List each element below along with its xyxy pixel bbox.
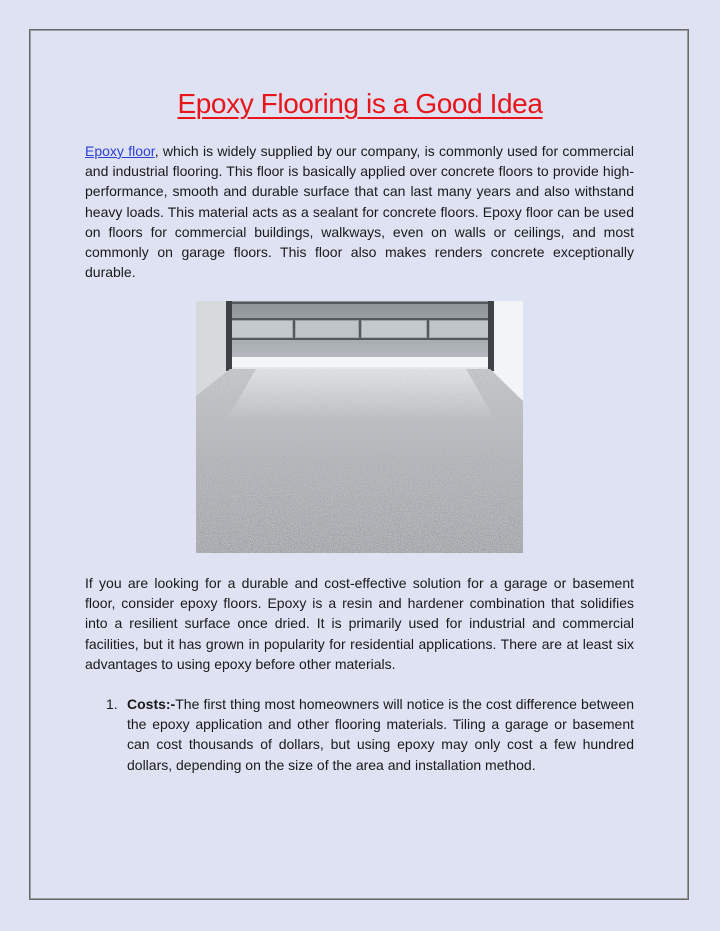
list-item — [106, 694, 634, 775]
intro-text: , which is widely supplied by our company, is commonly used for commercial and industrial flooring. This floor is basically applied over concrete floors to provide high-performance, smooth and durable surface that can last many years and also withstand heavy loads. This material acts as a sealant for concrete floors. Epoxy floor can be used on floors for commercial buildings, walkways, even on walls or ceilings, and most commonly on garage floors. This floor also makes renders concrete exceptionally durable. — [85, 143, 635, 281]
advantages-list — [106, 694, 634, 775]
page-title: Epoxy Flooring is a Good Idea — [177, 88, 543, 119]
epoxy-floor-link[interactable]: Epoxy floor — [85, 143, 155, 159]
intro-paragraph — [85, 141, 634, 282]
list-item-text: The first thing most homeowners will notice is the cost difference between the epoxy application and other flooring materials. Tiling a garage or basement can cost thousands of dollars, but using epoxy may only cost a few hundred dollars, depending on the size of the area and installation method. — [127, 696, 634, 773]
benefits-paragraph: If you are looking for a durable and cost-effective solution for a garage or basement floor, consider epoxy floors. Epoxy is a resin and hardener combination that solidifies into a resilient surface once dried. It is primarily used for industrial and commercial facilities, but it has grown in popularity for residential applications. There are at least six advantages to using epoxy before other materials. — [85, 575, 634, 672]
list-item-heading: Costs:- — [127, 696, 176, 712]
list-item-number: 1. — [106, 696, 118, 712]
garage-floor-photo — [196, 301, 523, 553]
